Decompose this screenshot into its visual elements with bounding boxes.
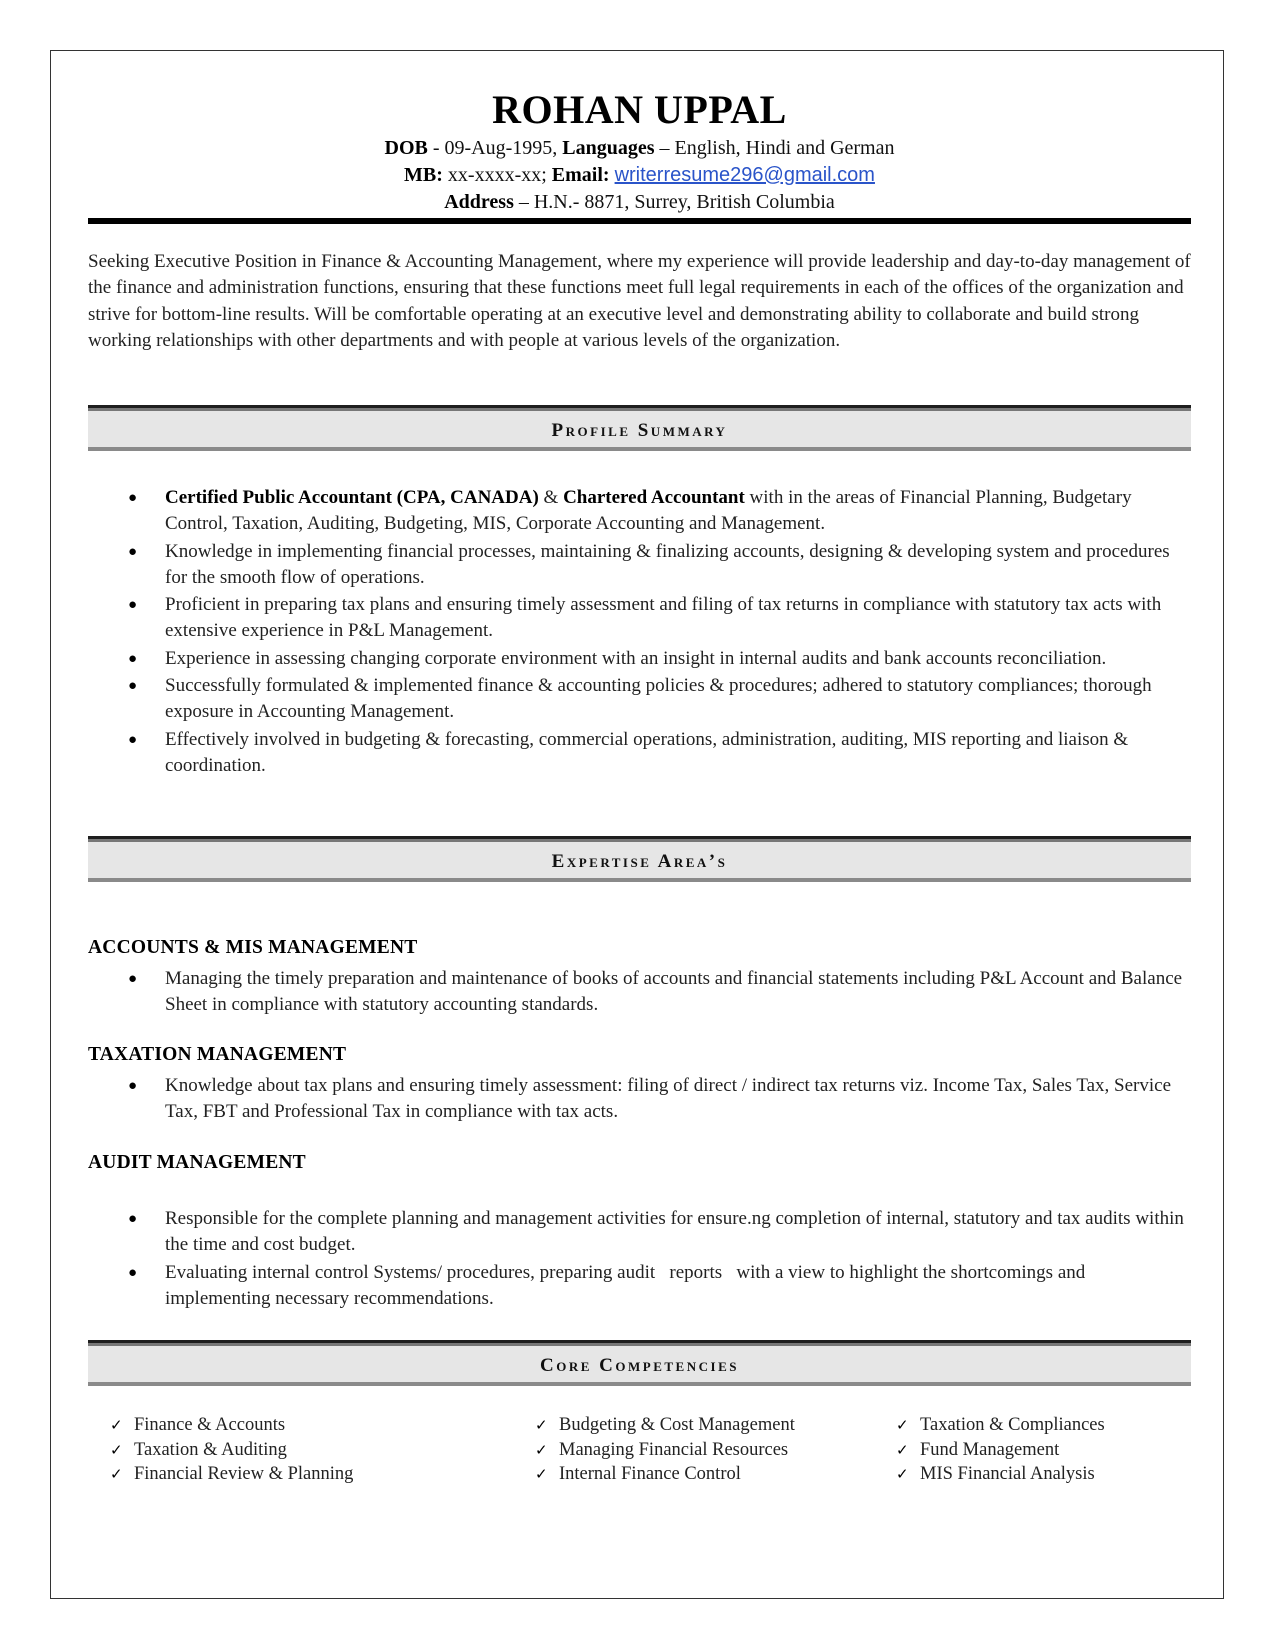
item-text: Evaluating internal control Systems/ procedures, preparing audit reports with a view to highlight the shortcomings and implementing necessary recommendations. [165,1261,1090,1309]
header-divider [88,218,1191,224]
list-item [88,1073,1191,1126]
item-text: Experience in assessing changing corporate environment with an insight in internal audits and bank accounts reconciliation. [165,647,1107,669]
profile-summary-list [88,485,1191,780]
bullet-icon: ● [128,597,138,614]
audit-list [88,1206,1191,1313]
item-text: with in the areas of Financial Planning, Budgetary Control, Taxation, Auditing, Budgeting, MIS, Corporate Accounting and Management. [165,487,1132,535]
section-title: Expertise Area’s [551,851,728,872]
bullet-icon: ● [128,543,138,560]
section-title: Core Competencies [540,1355,739,1376]
bullet-icon: ● [128,1211,138,1227]
checkmark-icon: ✓ [535,1465,548,1483]
item-text: Effectively involved in budgeting & forecasting, commercial operations, administration, auditing, MIS reporting and liaison & coordination. [165,728,1129,776]
dob-value: - 09-Aug-1995, [427,137,563,159]
competency-text: Managing Financial Resources [559,1439,789,1460]
checkmark-icon: ✓ [896,1465,909,1483]
mobile-value: xx-xxxx-xx; [442,164,552,186]
list-item [88,592,1191,645]
bullet-icon: ● [128,731,138,748]
item-text: Managing the timely preparation and maintenance of books of accounts and financial statements including P&L Account and Balance Sheet in compliance with statutory accounting standards. [165,968,1183,1016]
list-item [88,673,1191,726]
checkmark-icon: ✓ [896,1440,909,1459]
competency-text: Fund Management [920,1439,1060,1460]
competency-text: Budgeting & Cost Management [559,1415,795,1435]
competency-column-2 [535,1413,795,1487]
subheading-accounts-mis: ACCOUNTS & MIS MANAGEMENT [88,937,418,958]
item-text: Knowledge in implementing financial processes, maintaining & finalizing accounts, designing & developing system and procedures for the smooth flow of operations. [165,540,1170,588]
competency-item [896,1462,1105,1487]
competency-text: Internal Finance Control [559,1464,741,1484]
email-link[interactable]: writerresume296@gmail.com [614,164,875,186]
competency-item [535,1462,795,1487]
competency-text: Financial Review & Planning [134,1464,354,1484]
section-header-core-competencies [88,1340,1191,1386]
subheading-taxation: TAXATION MANAGEMENT [88,1044,347,1065]
list-item [88,1260,1191,1313]
checkmark-icon: ✓ [535,1416,548,1434]
checkmark-icon: ✓ [110,1465,123,1483]
connector-text: & [538,487,564,508]
contact-line [88,164,1191,187]
bullet-icon: ● [128,650,138,667]
competency-text: Finance & Accounts [134,1415,286,1435]
competency-text: Taxation & Compliances [920,1415,1105,1435]
section-header-profile-summary [88,405,1191,451]
competency-text: Taxation & Auditing [134,1439,287,1460]
competency-item [535,1413,795,1438]
list-item [88,539,1191,592]
competency-item [896,1413,1105,1438]
bullet-icon: ● [128,971,138,987]
bullet-icon: ● [128,1078,138,1094]
competency-item [110,1438,353,1463]
competency-text: MIS Financial Analysis [920,1464,1095,1484]
career-objective: Seeking Executive Position in Finance & Accounting Management, where my experience will provide leadership and day-to-day management of the finance and administration functions, ensuring that these functions meet full legal requirements in each of the offices of the organization and strive for bottom-line results. Will be comfortable operating at an executive level and demonstrating ability to collaborate and build strong working relationships with other departments and with people at various levels of the organization. [88,251,1191,351]
languages-label: Languages [562,137,655,159]
list-item [88,966,1191,1019]
checkmark-icon: ✓ [535,1440,548,1459]
checkmark-icon: ✓ [110,1416,123,1434]
item-text: Successfully formulated & implemented finance & accounting policies & procedures; adhered to statutory compliances; thorough exposure in Accounting Management. [165,675,1152,723]
competency-column-1 [110,1413,353,1487]
address-label: Address [444,191,514,213]
address-line [88,191,1191,214]
list-item [88,727,1191,780]
item-text: Knowledge about tax plans and ensuring timely assessment: filing of direct / indirect tax returns viz. Income Tax, Sales Tax, Service Tax, FBT and Professional Tax in compliance with tax acts. [165,1075,1172,1123]
item-text: Proficient in preparing tax plans and ensuring timely assessment and filing of tax returns in compliance with statutory tax acts with extensive experience in P&L Management. [165,594,1162,642]
bullet-icon: ● [128,1264,138,1281]
subheading-audit: AUDIT MANAGEMENT [88,1152,306,1173]
checkmark-icon: ✓ [896,1416,909,1434]
languages-value: – English, Hindi and German [654,137,895,159]
competency-item [535,1438,795,1463]
list-item [88,1206,1191,1259]
list-item [88,646,1191,672]
credential-ca: Chartered Accountant [563,487,745,508]
competency-item [110,1462,353,1487]
taxation-list [88,1073,1191,1127]
bullet-icon: ● [128,490,138,506]
accounts-mis-list [88,966,1191,1020]
dob-label: DOB [384,137,428,159]
competency-item [110,1413,353,1438]
section-header-expertise [88,836,1191,882]
item-text: Responsible for the complete planning and management activities for ensure.ng completion of internal, statutory and tax audits within the time and cost budget. [165,1208,1184,1256]
address-value: – H.N.- 8871, Surrey, British Columbia [513,191,835,213]
list-item [88,485,1191,538]
mobile-label: MB: [404,164,443,186]
competency-column-3 [896,1413,1105,1487]
candidate-name: ROHAN UPPAL [492,87,787,132]
email-label: Email: [551,164,610,186]
personal-info-line [88,137,1191,160]
section-title: Profile Summary [551,420,728,441]
checkmark-icon: ✓ [110,1440,123,1459]
credential-cpa: Certified Public Accountant (CPA, CANADA) [165,487,539,508]
bullet-icon: ● [128,678,138,695]
competency-item [896,1438,1105,1463]
